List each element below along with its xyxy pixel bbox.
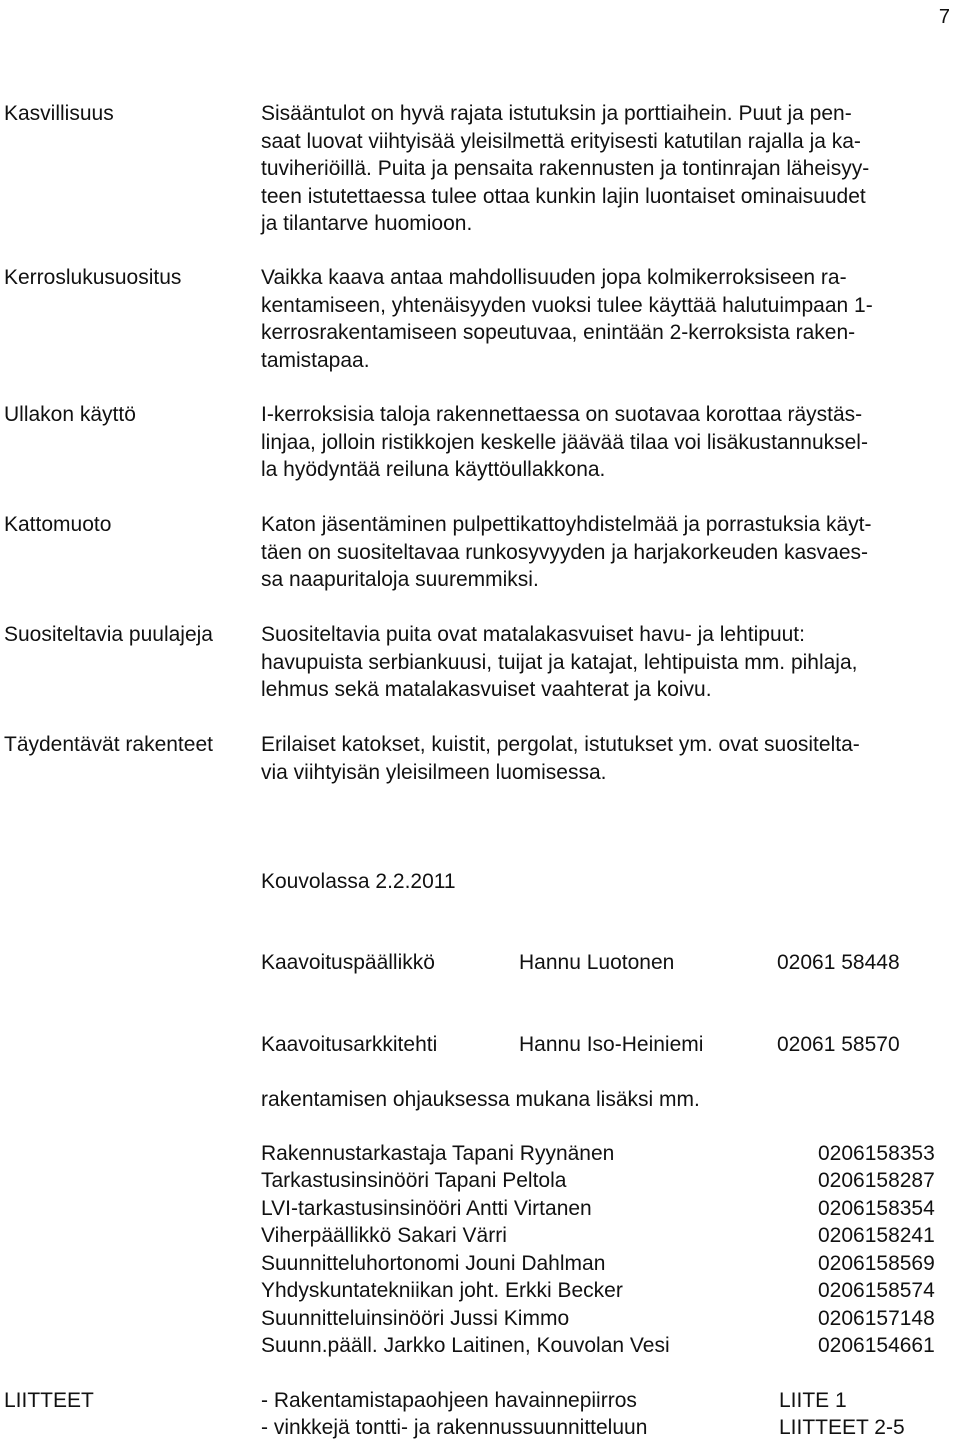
text-line: la hyödyntää reiluna käyttöullakkona. xyxy=(261,458,606,481)
text-line: linjaa, jolloin ristikkojen keskelle jäävää tilaa voi lisäkustannuksel- xyxy=(261,430,868,454)
contact-phone: 0206158574 xyxy=(818,1279,935,1302)
text-line: Vaikka kaava antaa mahdollisuuden jopa kolmikerroksiseen ra- xyxy=(261,266,847,289)
attachment-description: - Rakentamistapaohjeen havainnepiirros xyxy=(261,1389,637,1412)
section-label-ullakon-kaytto: Ullakon käyttö xyxy=(4,403,136,426)
official-name: Hannu Iso-Heiniemi xyxy=(519,1033,704,1056)
contact-phone: 0206158241 xyxy=(818,1224,935,1247)
contact-name: Yhdyskuntatekniikan joht. Erkki Becker xyxy=(261,1279,623,1302)
section-label-puulajeja: Suositeltavia puulajeja xyxy=(4,623,213,646)
contact-phone: 0206158569 xyxy=(818,1252,935,1275)
contact-name: Suunnitteluinsinööri Jussi Kimmo xyxy=(261,1307,570,1330)
contact-phone: 0206154661 xyxy=(818,1334,935,1357)
section-label-kasvillisuus: Kasvillisuus xyxy=(4,102,114,125)
contact-phone: 0206158354 xyxy=(818,1197,935,1220)
text-line: saat luovat viihtyisää yleisilmettä erityisesti katutilan rajalla ja ka- xyxy=(261,129,861,153)
official-phone: 02061 58448 xyxy=(777,951,900,974)
additional-contacts-intro: rakentamisen ohjauksessa mukana lisäksi mm. xyxy=(261,1088,700,1111)
text-line: kentamiseen, yhtenäisyyden vuoksi tulee käyttää halutuimpaan 1- xyxy=(261,293,873,317)
text-line: Katon jäsentäminen pulpettikattoyhdistelmää ja porrastuksia käyt- xyxy=(261,513,872,536)
section-text-ullakon-kaytto xyxy=(261,401,951,484)
text-line: ja tilantarve huomioon. xyxy=(261,212,473,235)
text-line: havupuista serbiankuusi, tuijat ja katajat, lehtipuista mm. pihlaja, xyxy=(261,650,858,674)
text-line: lehmus sekä matalakasvuiset vaahterat ja koivu. xyxy=(261,678,712,701)
contact-phone: 0206158287 xyxy=(818,1169,935,1192)
page-number: 7 xyxy=(938,6,950,28)
contact-name: Suunnitteluhortonomi Jouni Dahlman xyxy=(261,1252,606,1275)
official-title: Kaavoituspäällikkö xyxy=(261,951,435,974)
attachment-description: - vinkkejä tontti- ja rakennussuunnitteluun xyxy=(261,1416,648,1439)
text-line: Suositeltavia puita ovat matalakasvuiset havu- ja lehtipuut: xyxy=(261,623,805,646)
text-line: via viihtyisän yleisilmeen luomisessa. xyxy=(261,760,607,784)
section-text-kattomuoto xyxy=(261,511,951,594)
section-text-kerroslukusuositus xyxy=(261,264,951,374)
place-date: Kouvolassa 2.2.2011 xyxy=(261,870,456,893)
contact-phone: 0206158353 xyxy=(818,1142,935,1165)
text-line: tamistapaa. xyxy=(261,348,370,372)
attachment-ref: LIITE 1 xyxy=(779,1389,847,1412)
contact-phone: 0206157148 xyxy=(818,1307,935,1330)
section-label-kerroslukusuositus: Kerroslukusuositus xyxy=(4,266,182,289)
section-label-taydentavat-rakenteet: Täydentävät rakenteet xyxy=(4,733,213,756)
section-text-taydentavat-rakenteet xyxy=(261,731,951,786)
text-line: tuviheriöillä. Puita ja pensaita rakennusten ja tontinrajan läheisyy- xyxy=(261,157,870,180)
contact-name: Suunn.pääll. Jarkko Laitinen, Kouvolan Vesi xyxy=(261,1334,670,1357)
text-line: täen on suositeltavaa runkosyvyyden ja harjakorkeuden kasvaes- xyxy=(261,540,869,564)
contact-name: Tarkastusinsinööri Tapani Peltola xyxy=(261,1169,567,1192)
contact-name: LVI-tarkastusinsinööri Antti Virtanen xyxy=(261,1197,592,1220)
contact-name: Viherpäällikkö Sakari Värri xyxy=(261,1224,507,1247)
attachments-label: LIITTEET xyxy=(4,1389,94,1412)
text-line: I-kerroksisia taloja rakennettaessa on suotavaa korottaa räystäs- xyxy=(261,403,863,426)
text-line: Sisääntulot on hyvä rajata istutuksin ja porttiaihein. Puut ja pen- xyxy=(261,102,852,125)
official-phone: 02061 58570 xyxy=(777,1033,900,1056)
section-text-kasvillisuus xyxy=(261,100,951,238)
text-line: teen istutettaessa tulee ottaa kunkin lajin luontaiset ominaisuudet xyxy=(261,184,866,208)
attachment-ref: LIITTEET 2-5 xyxy=(779,1416,905,1439)
text-line: kerrosrakentamiseen sopeutuvaa, enintään 2-kerroksista raken- xyxy=(261,321,856,344)
text-line: sa naapuritaloja suuremmiksi. xyxy=(261,568,539,591)
official-title: Kaavoitusarkkitehti xyxy=(261,1033,438,1056)
contact-name: Rakennustarkastaja Tapani Ryynänen xyxy=(261,1142,615,1165)
text-line: Erilaiset katokset, kuistit, pergolat, istutukset ym. ovat suositelta- xyxy=(261,733,860,756)
section-label-kattomuoto: Kattomuoto xyxy=(4,513,112,536)
official-name: Hannu Luotonen xyxy=(519,951,675,974)
section-text-puulajeja xyxy=(261,621,951,704)
